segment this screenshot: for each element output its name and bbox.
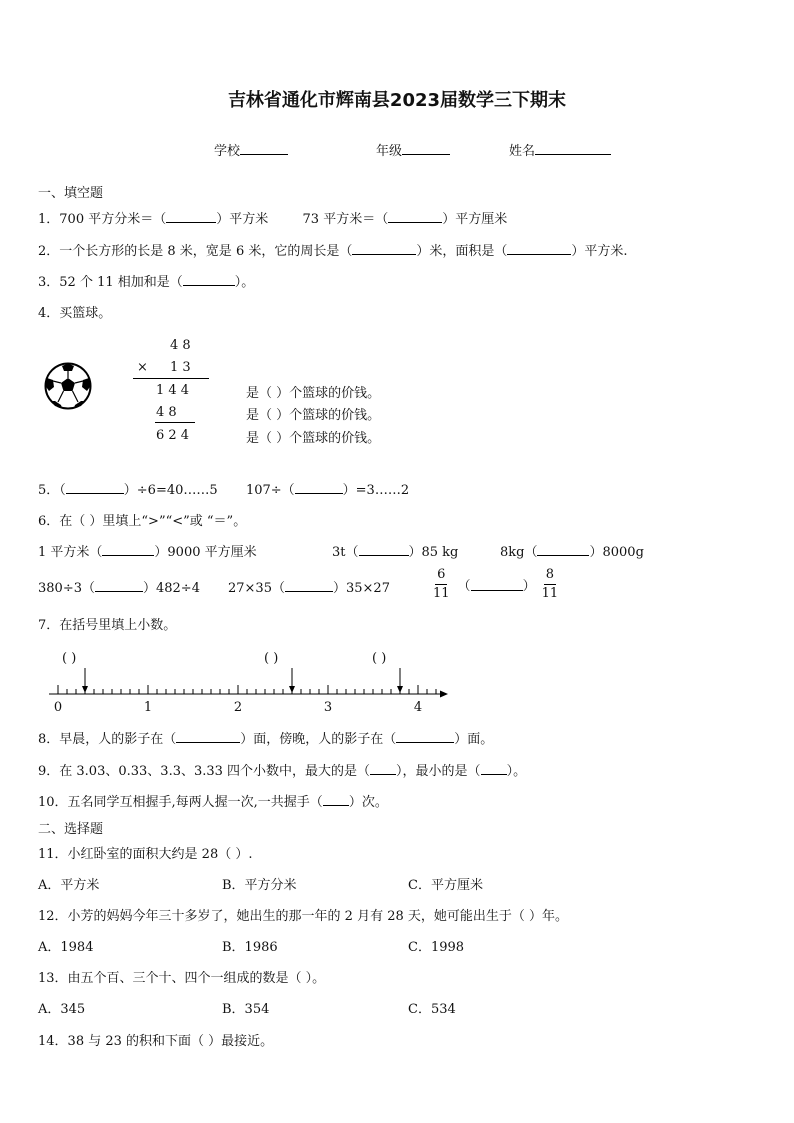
q10-text-b: ）次。 [348,795,388,810]
arrowhead-icon [397,686,403,693]
name-field [509,140,611,159]
q9-blank-2[interactable] [481,762,507,775]
q6-item-f [433,566,558,603]
q6-e-blank[interactable] [285,579,333,592]
mult-divider-1 [133,378,209,379]
question-6-label: 6．在（ ）里填上“>”“<”或 “＝”。 [38,514,247,529]
q2-text-c: ）平方米. [571,244,628,259]
q6-d-left: 380÷3（ [38,581,95,596]
page-title: 吉林省通化市辉南县2023届数学三下期末 [227,90,567,111]
q1-blank-1[interactable] [166,210,216,223]
answer-paren-2[interactable]: ( ) [264,651,279,666]
mult-row-4: 4 8 [156,405,177,420]
school-label: 学校 [214,144,241,159]
q2-text-b: ）米，面积是（ [416,244,508,259]
q12-option-a[interactable]: A．1984 [38,940,94,955]
q11-option-c[interactable]: C．平方厘米 [408,878,483,893]
q6-c-blank[interactable] [537,543,589,556]
question-9 [38,760,526,779]
q13-option-b[interactable]: B．354 [222,1002,270,1017]
q6-item-e [228,577,390,596]
q1-text-d: ）平方厘米 [442,212,508,227]
question-4-label: 4．买篮球。 [38,306,112,321]
q4-statement-1: 是（ ）个篮球的价钱。 [246,386,381,401]
tick-label: 2 [233,700,243,715]
q4-statement-3: 是（ ）个篮球的价钱。 [246,431,381,446]
q6-e-left: 27×35（ [228,581,285,596]
mult-row-2: 1 3 [170,360,191,375]
q12-option-b[interactable]: B．1986 [222,940,278,955]
q6-b-blank[interactable] [359,543,409,556]
q9-text-c: ）。 [506,764,527,779]
axis-arrowhead-icon [440,691,448,698]
question-1 [38,208,507,227]
q6-item-b [332,541,458,560]
name-label: 姓名 [509,144,536,159]
q8-text-c: ）面。 [454,732,494,747]
answer-paren-3[interactable]: ( ) [372,651,387,666]
question-2 [38,240,628,259]
q2-blank-2[interactable] [507,242,571,255]
q5-text-a: 5．（ [38,483,66,498]
mult-divider-2 [155,422,195,423]
q1-text-c: 73 平方米＝（ [302,212,389,227]
tick-label: 4 [413,700,423,715]
question-8 [38,728,493,747]
q8-text-a: 8．早晨，人的影子在（ [38,732,177,747]
q10-blank[interactable] [323,793,349,806]
q2-text-a: 2．一个长方形的长是 8 米，宽是 6 米，它的周长是（ [38,244,353,259]
q6-a-right: ）9000 平方厘米 [154,545,257,560]
q6-f-left: （ [457,579,471,594]
q6-b-left: 3t（ [332,545,359,560]
grade-label: 年级 [376,144,403,159]
q13-option-a[interactable]: A．345 [38,1002,86,1017]
q6-c-right: ）8000g [589,545,644,560]
fraction-numerator: 8 [544,566,556,585]
answer-paren-1[interactable]: ( ) [62,651,77,666]
school-blank[interactable] [240,142,288,155]
name-blank[interactable] [535,142,611,155]
q3-text-b: ）。 [234,275,255,290]
q1-blank-2[interactable] [388,210,442,223]
arrowhead-icon [289,686,295,693]
q6-item-a [38,541,257,560]
q8-text-b: ）面，傍晚，人的影子在（ [240,732,397,747]
q9-text-a: 9．在 3.03、0.33、3.3、3.33 四个小数中，最大的是（ [38,764,371,779]
q6-f-blank[interactable] [471,578,523,591]
q6-item-c [500,541,644,560]
q9-blank-1[interactable] [370,762,396,775]
q3-text-a: 3．52 个 11 相加和是（ [38,275,183,290]
q6-a-left: 1 平方米（ [38,545,103,560]
q13-option-c[interactable]: C．534 [408,1002,456,1017]
question-11-stem: 11．小红卧室的面积大约是 28（ ）. [38,847,253,862]
arrowhead-icon [82,686,88,693]
fraction-denominator: 11 [433,586,450,601]
q6-a-blank[interactable] [102,543,154,556]
tick-label: 3 [323,700,333,715]
q6-d-right: ）482÷4 [142,581,200,596]
section-heading-2: 二、选择题 [38,822,104,837]
question-5 [38,479,409,498]
q1-text-a: 1．700 平方分米＝（ [38,212,167,227]
question-13-stem: 13．由五个百、三个十、四个一组成的数是（ ）。 [38,971,326,986]
section-heading-1: 一、填空题 [38,186,104,201]
q6-e-right: ）35×27 [332,581,390,596]
q6-f-right: ） [522,579,536,594]
fraction-denominator: 11 [541,586,559,601]
q2-blank-1[interactable] [352,242,416,255]
q5-blank-1[interactable] [66,481,124,494]
question-7-label: 7．在括号里填上小数。 [38,618,177,633]
q6-d-blank[interactable] [95,579,143,592]
mult-row-1: 4 8 [170,338,191,353]
q6-c-left: 8kg（ [500,545,538,560]
soccer-ball-icon [43,361,93,411]
number-line [40,664,460,716]
mult-times-sign: × [137,360,148,375]
q3-blank[interactable] [183,273,235,286]
grade-blank[interactable] [402,142,450,155]
q4-statement-2: 是（ ）个篮球的价钱。 [246,408,381,423]
grade-field [376,140,450,159]
fraction-6-11 [433,566,450,603]
q1-text-b: ）平方米 [216,212,269,227]
fraction-numerator: 6 [435,566,447,585]
mult-row-5: 6 2 4 [156,428,190,443]
question-14-stem: 14．38 与 23 的积和下面（ ）最接近。 [38,1034,274,1049]
q8-blank-2[interactable] [396,730,454,743]
question-3 [38,271,254,290]
q5-blank-2[interactable] [295,481,343,494]
tick-label: 0 [53,700,63,715]
q5-text-b: ）÷6=40……5 [123,483,218,498]
mult-row-3: 1 4 4 [156,383,190,398]
q8-blank-1[interactable] [176,730,240,743]
q5-text-d: ）=3……2 [342,483,410,498]
question-12-stem: 12．小芳的妈妈今年三十多岁了，她出生的那一年的 2 月有 28 天，她可能出生于（ ）年。 [38,909,569,924]
q9-text-b: ），最小的是（ [396,764,481,779]
q5-text-c: 107÷（ [245,483,295,498]
q11-option-a[interactable]: A．平方米 [38,878,100,893]
q10-text-a: 10．五名同学互相握手,每两人握一次,一共握手（ [38,795,323,810]
q6-b-right: ）85 kg [408,545,459,560]
q12-option-c[interactable]: C．1998 [408,940,465,955]
question-10 [38,791,388,810]
school-field [214,140,288,159]
tick-label: 1 [143,700,153,715]
q11-option-b[interactable]: B．平方分米 [222,878,297,893]
q6-item-d [38,577,200,596]
fraction-8-11 [542,566,559,603]
